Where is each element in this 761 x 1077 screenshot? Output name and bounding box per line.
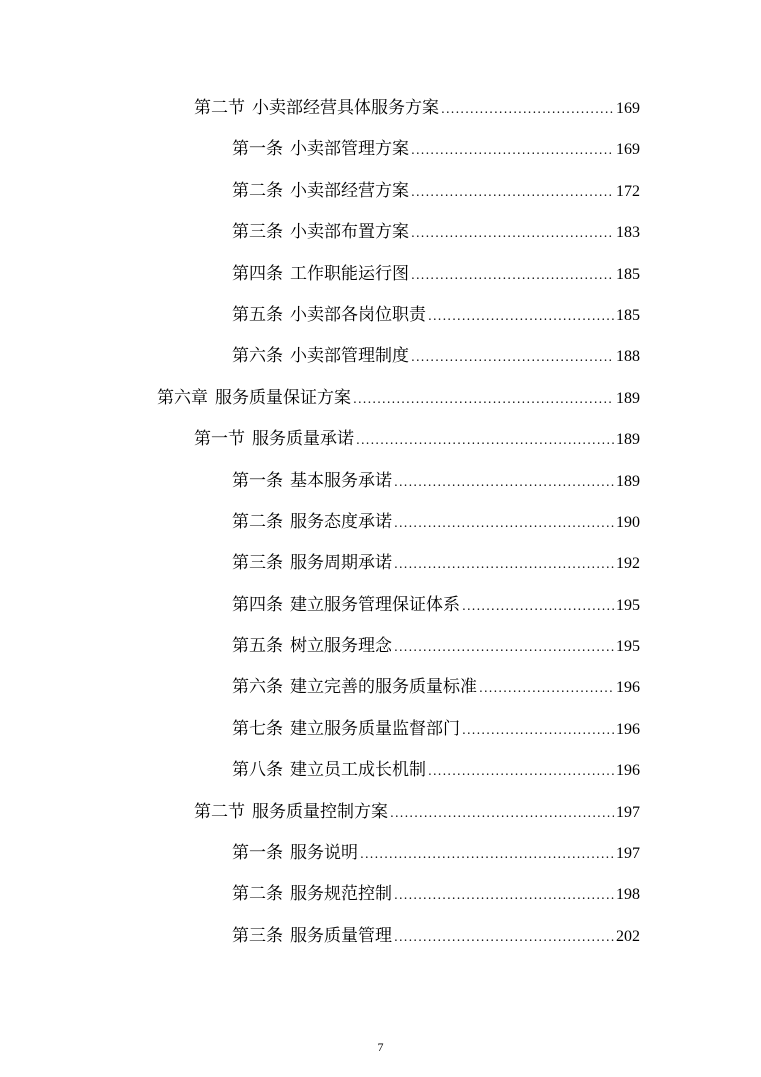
toc-entry-number: 第一条 <box>232 139 283 160</box>
toc-entry-number: 第二条 <box>232 511 283 532</box>
toc-entry-page: 188 <box>616 348 640 366</box>
toc-entry[interactable] <box>232 336 640 377</box>
toc-entry-title: 小卖部经营具体服务方案 <box>252 98 439 118</box>
toc-entry-number: 第二节 <box>194 801 245 822</box>
toc-entry-page: 197 <box>616 845 640 863</box>
toc-dot-leader <box>411 255 614 296</box>
toc-entry-page: 190 <box>616 513 640 531</box>
toc-dot-leader <box>462 710 614 751</box>
toc-entry-title: 建立服务质量监督部门 <box>290 718 460 739</box>
toc-entry-number: 第三条 <box>232 553 283 574</box>
toc-dot-leader <box>394 462 614 503</box>
toc-entry-page: 189 <box>616 431 640 449</box>
toc-entry[interactable] <box>194 88 640 129</box>
toc-entry-title: 小卖部布置方案 <box>290 222 409 243</box>
toc-entry-title: 小卖部经营方案 <box>290 180 409 201</box>
toc-entry-title: 建立员工成长机制 <box>290 760 426 781</box>
toc-entry-number: 第二条 <box>232 180 283 201</box>
toc-entry[interactable] <box>232 709 640 750</box>
toc-entry-title: 服务说明 <box>290 843 358 864</box>
toc-entry-title: 服务质量保证方案 <box>215 387 351 408</box>
toc-entry-page: 172 <box>616 182 640 200</box>
toc-entry[interactable] <box>232 129 640 170</box>
page-number: 7 <box>377 1040 384 1054</box>
toc-entry[interactable] <box>232 543 640 584</box>
toc-entry-number: 第七条 <box>232 718 283 739</box>
toc-entry-page: 169 <box>616 100 640 117</box>
toc-entry-number: 第五条 <box>232 636 283 657</box>
toc-entry-number: 第五条 <box>232 304 283 325</box>
toc-entry[interactable] <box>232 626 640 667</box>
toc-entry-number: 第三条 <box>232 925 283 946</box>
toc-entry[interactable] <box>232 667 640 708</box>
toc-entry-title: 服务态度承诺 <box>290 511 392 532</box>
toc-dot-leader <box>390 793 614 834</box>
toc-dot-leader <box>394 503 614 544</box>
toc-entry-number: 第二节 <box>194 98 245 118</box>
toc-entry-title: 建立服务管理保证体系 <box>290 594 460 615</box>
toc-entry-number: 第六章 <box>157 387 208 408</box>
toc-entry-page: 183 <box>616 224 640 242</box>
toc-dot-leader <box>411 130 614 171</box>
toc-entry-page: 192 <box>616 555 640 573</box>
toc-entry[interactable] <box>232 461 640 502</box>
toc-entry[interactable] <box>232 295 640 336</box>
toc-dot-leader <box>356 420 614 461</box>
toc-dot-leader <box>394 875 614 916</box>
toc-dot-leader <box>411 213 614 254</box>
toc-entry-title: 服务质量控制方案 <box>252 801 388 822</box>
toc-entry-page: 196 <box>616 762 640 780</box>
toc-entry-number: 第四条 <box>232 263 283 284</box>
toc-dot-leader <box>411 337 614 378</box>
table-of-contents <box>0 88 761 957</box>
toc-entry-page: 185 <box>616 265 640 283</box>
toc-entry[interactable] <box>194 419 640 460</box>
toc-entry-title: 服务质量管理 <box>290 925 392 946</box>
toc-entry-number: 第一节 <box>194 429 245 450</box>
toc-dot-leader <box>394 627 614 668</box>
toc-dot-leader <box>411 172 614 213</box>
toc-entry[interactable] <box>194 792 640 833</box>
toc-entry-title: 服务周期承诺 <box>290 553 392 574</box>
toc-entry[interactable] <box>232 502 640 543</box>
toc-entry-page: 195 <box>616 638 640 656</box>
toc-entry-page: 196 <box>616 720 640 738</box>
toc-entry[interactable] <box>157 378 640 419</box>
toc-entry-number: 第一条 <box>232 843 283 864</box>
toc-dot-leader <box>441 89 614 130</box>
toc-entry-title: 小卖部各岗位职责 <box>290 304 426 325</box>
toc-entry-page: 197 <box>616 803 640 821</box>
toc-dot-leader <box>428 296 614 337</box>
toc-entry-title: 服务质量承诺 <box>252 429 354 450</box>
toc-entry-title: 服务规范控制 <box>290 884 392 905</box>
toc-entry-page: 185 <box>616 306 640 324</box>
toc-entry-number: 第六条 <box>232 677 283 698</box>
toc-entry[interactable] <box>232 212 640 253</box>
toc-entry-title: 工作职能运行图 <box>290 263 409 284</box>
toc-entry[interactable] <box>232 750 640 791</box>
toc-entry-number: 第八条 <box>232 760 283 781</box>
toc-dot-leader <box>462 586 614 627</box>
toc-entry[interactable] <box>232 171 640 212</box>
toc-dot-leader <box>394 917 614 958</box>
toc-entry-number: 第六条 <box>232 346 283 367</box>
toc-dot-leader <box>353 379 614 420</box>
toc-entry-title: 基本服务承诺 <box>290 470 392 491</box>
toc-entry-page: 189 <box>616 472 640 490</box>
toc-entry-title: 树立服务理念 <box>290 636 392 657</box>
toc-entry-page: 198 <box>616 886 640 904</box>
toc-entry[interactable] <box>232 585 640 626</box>
toc-entry-number: 第一条 <box>232 470 283 491</box>
toc-entry-number: 第三条 <box>232 222 283 243</box>
toc-entry-title: 小卖部管理方案 <box>290 139 409 160</box>
toc-dot-leader <box>394 544 614 585</box>
toc-entry[interactable] <box>232 254 640 295</box>
toc-entry[interactable] <box>232 916 640 957</box>
toc-entry-page: 195 <box>616 596 640 614</box>
toc-entry[interactable] <box>232 833 640 874</box>
toc-dot-leader <box>428 751 614 792</box>
toc-dot-leader <box>360 834 614 875</box>
toc-entry-page: 202 <box>616 927 640 945</box>
toc-entry-number: 第二条 <box>232 884 283 905</box>
toc-entry-number: 第四条 <box>232 594 283 615</box>
toc-dot-leader <box>479 668 614 709</box>
toc-entry-title: 建立完善的服务质量标准 <box>290 677 477 698</box>
toc-entry-title: 小卖部管理制度 <box>290 346 409 367</box>
toc-entry-page: 189 <box>616 389 640 407</box>
toc-entry[interactable] <box>232 874 640 915</box>
toc-entry-page: 169 <box>616 141 640 159</box>
toc-entry-page: 196 <box>616 679 640 697</box>
